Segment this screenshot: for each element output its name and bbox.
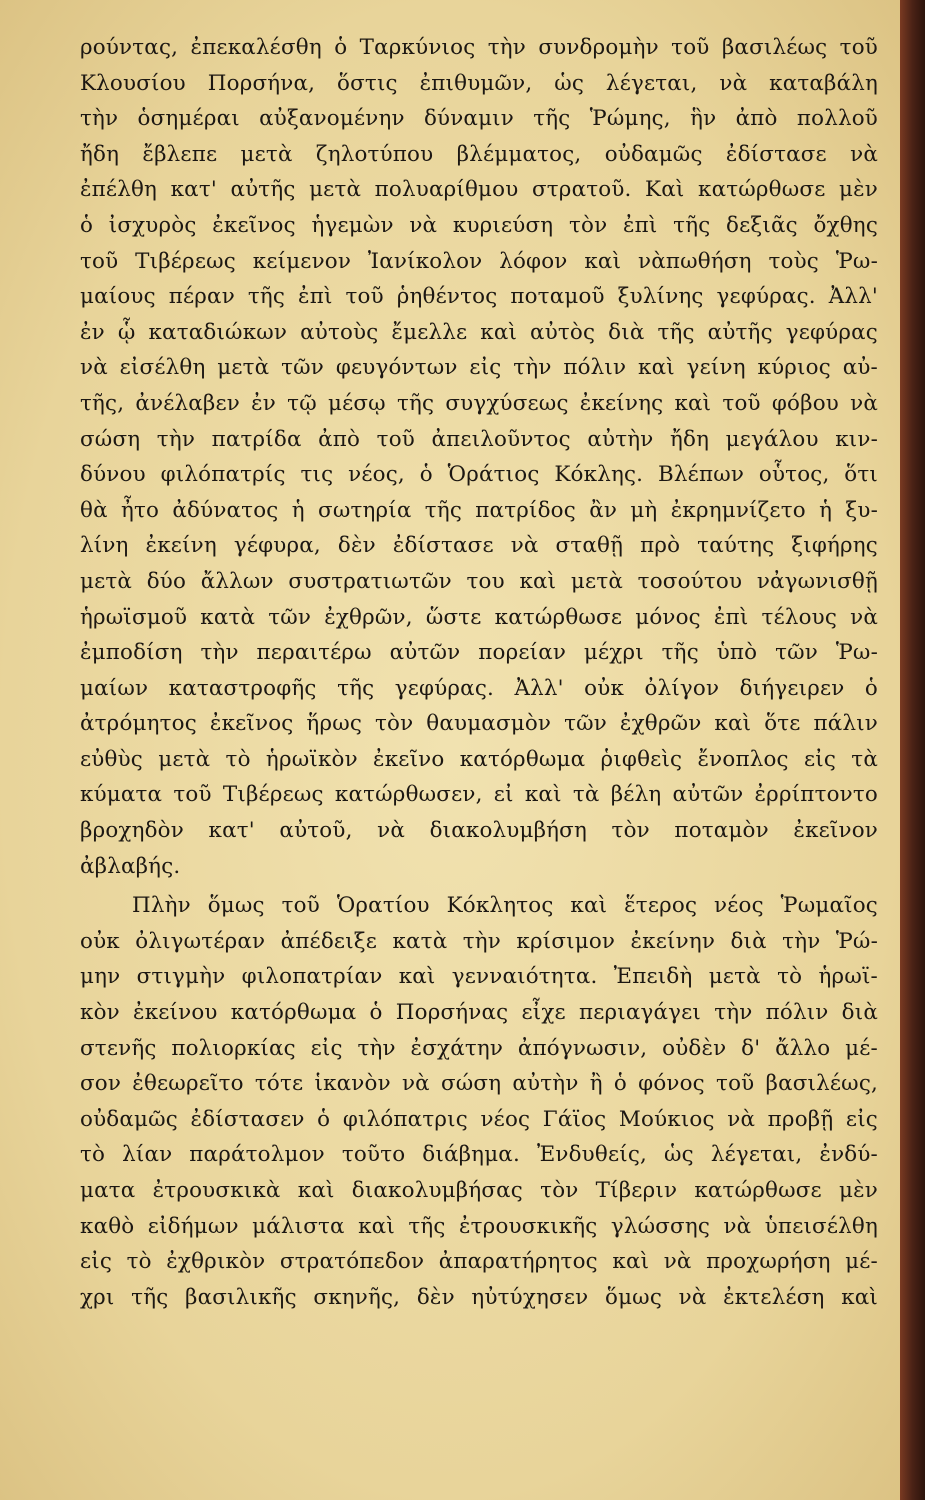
text-line: τὴν ὁσημέραι αὐξανομένην δύναμιν τῆς Ῥώμης, ἣν ἀπὸ πολλοῦ (80, 106, 878, 132)
text-line: ἐν ᾧ καταδιώκων αὐτοὺς ἔμελλε καὶ αὐτὸς διὰ τῆς αὐτῆς γεφύρας (80, 319, 878, 345)
text-line: εἰς τὸ ἐχθρικὸν στρατόπεδον ἀπαρατήρητος καὶ νὰ προχωρήση μέ- (80, 1249, 878, 1275)
text-line: βροχηδὸν κατ' αὐτοῦ, νὰ διακολυμβήση τὸν ποταμὸν ἐκεῖνον (80, 818, 878, 844)
text-line: νὰ εἰσέλθη μετὰ τῶν φευγόντων εἰς τὴν πόλιν καὶ γείνη κύριος αὐ- (80, 355, 878, 381)
text-line: καθὸ εἰδήμων μάλιστα καὶ τῆς ἐτρουσκικῆς γλώσσης νὰ ὑπεισέλθη (80, 1213, 878, 1239)
paragraph-1 (80, 30, 878, 884)
text-line: μαίων καταστροφῆς τῆς γεφύρας. Ἀλλ' οὐκ ὀλίγον διήγειρεν ὁ (80, 675, 878, 701)
paragraph-2 (80, 888, 878, 1315)
text-line: σον ἐθεωρεῖτο τότε ἱκανὸν νὰ σώση αὐτὴν ἢ ὁ φόνος τοῦ βασιλέως, (80, 1071, 878, 1097)
text-line: λίνη ἐκείνη γέφυρα, δὲν ἐδίστασε νὰ σταθῇ πρὸ ταύτης ξιφήρης (80, 533, 878, 559)
text-line: ἀβλαβής. (80, 853, 181, 879)
text-line: Πλὴν ὅμως τοῦ Ὁρατίου Κόκλητος καὶ ἕτερος νέος Ῥωμαῖος (132, 893, 878, 919)
page-text (80, 30, 878, 1315)
text-line: ὁ ἰσχυρὸς ἐκεῖνος ἡγεμὼν νὰ κυριεύση τὸν ἐπὶ τῆς δεξιᾶς ὄχθης (80, 212, 878, 238)
text-line: ἤδη ἔβλεπε μετὰ ζηλοτύπου βλέμματος, οὐδαμῶς ἐδίστασε νὰ (80, 141, 878, 167)
text-line: οὐκ ὀλιγωτέραν ἀπέδειξε κατὰ τὴν κρίσιμον ἐκείνην διὰ τὴν Ῥώ- (80, 928, 878, 954)
text-line: μην στιγμὴν φιλοπατρίαν καὶ γενναιότητα. Ἐπειδὴ μετὰ τὸ ἡρωϊ- (80, 964, 878, 990)
text-line: τοῦ Τιβέρεως κείμενον Ἰανίκολον λόφον καὶ νὰπωθήση τοὺς Ῥω- (80, 248, 878, 274)
text-line: τῆς, ἀνέλαβεν ἐν τῷ μέσῳ τῆς συγχύσεως ἐκείνης καὶ τοῦ φόβου νὰ (80, 390, 878, 416)
text-line: στενῆς πολιορκίας εἰς τὴν ἐσχάτην ἀπόγνωσιν, οὐδὲν δ' ἄλλο μέ- (80, 1035, 878, 1061)
text-line: ρούντας, ἐπεκαλέσθη ὁ Ταρκύνιος τὴν συνδρομὴν τοῦ βασιλέως τοῦ (80, 35, 878, 60)
text-line: μαίους πέραν τῆς ἐπὶ τοῦ ῥηθέντος ποταμοῦ ξυλίνης γεφύρας. Ἀλλ' (80, 284, 878, 310)
text-line: δύνου φιλόπατρίς τις νέος, ὁ Ὁράτιος Κόκλης. Βλέπων οὗτος, ὅτι (80, 462, 878, 488)
text-line: θὰ ἦτο ἀδύνατος ἡ σωτηρία τῆς πατρίδος ἂν μὴ ἐκρημνίζετο ἡ ξυ- (80, 497, 878, 523)
text-line: χρι τῆς βασιλικῆς σκηνῆς, δὲν ηὐτύχησεν ὅμως νὰ ἐκτελέση καὶ (80, 1284, 878, 1310)
book-page-edge (900, 0, 925, 1500)
text-line: Κλουσίου Πορσήνα, ὅστις ἐπιθυμῶν, ὡς λέγεται, νὰ καταβάλη (80, 70, 878, 96)
text-line: οὐδαμῶς ἐδίστασεν ὁ φιλόπατρις νέος Γάϊος Μούκιος νὰ προβῇ εἰς (80, 1106, 878, 1132)
text-line: μετὰ δύο ἄλλων συστρατιωτῶν του καὶ μετὰ τοσούτου νἀγωνισθῇ (80, 568, 878, 594)
text-line: ἡρωϊσμοῦ κατὰ τῶν ἐχθρῶν, ὥστε κατώρθωσε μόνος ἐπὶ τέλους νὰ (80, 604, 878, 630)
text-line: κύματα τοῦ Τιβέρεως κατώρθωσεν, εἰ καὶ τὰ βέλη αὐτῶν ἐρρίπτοντο (80, 782, 878, 808)
text-line: τὸ λίαν παράτολμον τοῦτο διάβημα. Ἐνδυθείς, ὡς λέγεται, ἐνδύ- (80, 1142, 878, 1168)
text-line: ματα ἐτρουσκικὰ καὶ διακολυμβήσας τὸν Τίβεριν κατώρθωσε μὲν (80, 1178, 878, 1203)
text-line: ἐπέλθη κατ' αὐτῆς μετὰ πολυαρίθμου στρατοῦ. Καὶ κατώρθωσε μὲν (80, 177, 878, 203)
text-line: εὐθὺς μετὰ τὸ ἡρωϊκὸν ἐκεῖνο κατόρθωμα ῥιφθεὶς ἔνοπλος εἰς τὰ (80, 746, 878, 772)
text-line: σώση τὴν πατρίδα ἀπὸ τοῦ ἀπειλοῦντος αὐτὴν ἤδη μεγάλου κιν- (80, 426, 878, 452)
text-line: κὸν ἐκείνου κατόρθωμα ὁ Πορσήνας εἶχε περιαγάγει τὴν πόλιν διὰ (80, 1000, 878, 1026)
text-line: ἀτρόμητος ἐκεῖνος ἥρως τὸν θαυμασμὸν τῶν ἐχθρῶν καὶ ὅτε πάλιν (80, 711, 878, 737)
text-line: ἐμποδίση τὴν περαιτέρω αὐτῶν πορείαν μέχρι τῆς ὑπὸ τῶν Ῥω- (80, 640, 878, 666)
